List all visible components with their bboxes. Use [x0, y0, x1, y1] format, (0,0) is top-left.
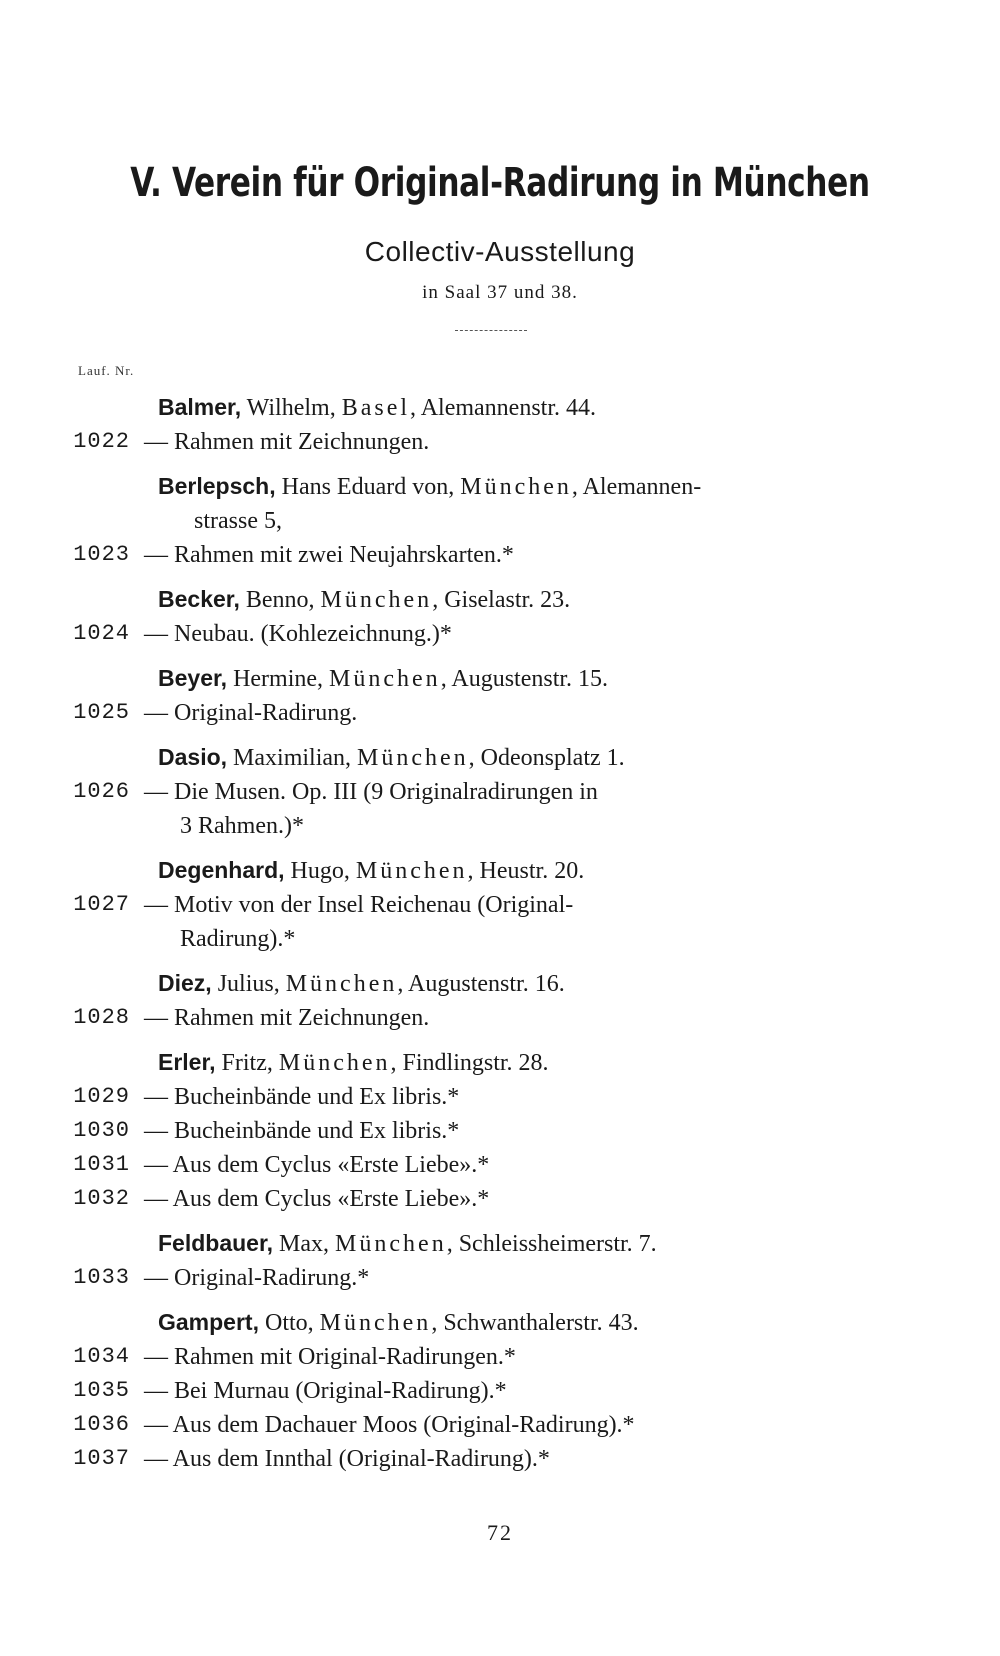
work-title: — Aus dem Dachauer Moos (Original-Radirung).* [144, 1412, 635, 1438]
work-description-block [144, 1261, 1000, 1295]
work-row [0, 1408, 1000, 1442]
catalog-number: 1022 [73, 429, 130, 454]
catalog-number: 1023 [73, 542, 130, 567]
artist-details: Hermine, [227, 666, 330, 692]
work-row [0, 1148, 1000, 1182]
work-title: — Rahmen mit zwei Neujahrskarten.* [144, 542, 514, 568]
work-title: — Aus dem Innthal (Original-Radirung).* [144, 1446, 550, 1472]
page-title: V. Verein für Original-Radirung in München [130, 160, 870, 206]
work-title: — Rahmen mit Zeichnungen. [144, 429, 430, 455]
page-subtitle: Collectiv-Ausstellung [364, 236, 636, 267]
artist-line [158, 469, 920, 538]
entry-gap [0, 956, 1000, 966]
artist-details: Maximilian, [227, 745, 358, 771]
work-description-block [144, 1001, 1000, 1035]
artist-address: , Augustenstr. 16. [397, 971, 565, 997]
catalog-number: 1035 [73, 1378, 130, 1403]
artist-city: München [357, 745, 469, 771]
artist-address: , Schleissheimerstr. 7. [446, 1231, 657, 1257]
page-number: 72 [487, 1520, 513, 1545]
work-description-block [144, 1148, 1000, 1182]
entry-gap [0, 1295, 1000, 1305]
work-description-block [144, 1080, 1000, 1114]
work-title: — Bucheinbände und Ex libris.* [144, 1118, 460, 1144]
entry-gap [0, 1216, 1000, 1226]
work-description-block [144, 425, 1000, 459]
work-title: — Bucheinbände und Ex libris.* [144, 1084, 460, 1110]
artist-details: Julius, [211, 971, 286, 997]
work-row [0, 617, 1000, 651]
artist-name: Berlepsch, [158, 473, 276, 499]
artist-line [158, 853, 920, 888]
artist-name: Feldbauer, [158, 1230, 274, 1256]
artist-details: Fritz, [215, 1050, 279, 1076]
work-row [0, 1442, 1000, 1476]
work-title: — Aus dem Cyclus «Erste Liebe».* [144, 1186, 490, 1212]
work-description-block [144, 1182, 1000, 1216]
artist-address: , Schwanthalerstr. 43. [431, 1310, 639, 1336]
artist-address: , Giselastr. 23. [432, 587, 571, 613]
artist-line [158, 1045, 920, 1080]
artist-line [158, 661, 920, 696]
artist-details: Benno, [239, 587, 321, 613]
artist-details: Max, [273, 1231, 336, 1257]
work-title: — Original-Radirung.* [144, 1265, 370, 1291]
catalog-entries [0, 390, 1000, 1476]
artist-address: , Odeonsplatz 1. [468, 745, 625, 771]
work-row [0, 1374, 1000, 1408]
work-description-block [144, 1442, 1000, 1476]
artist-line [158, 740, 920, 775]
catalog-number: 1025 [73, 700, 130, 725]
work-title: — Rahmen mit Original-Radirungen.* [144, 1344, 516, 1370]
work-title: — Aus dem Cyclus «Erste Liebe».* [144, 1152, 490, 1178]
work-row [0, 1261, 1000, 1295]
artist-line [158, 582, 920, 617]
work-title: — Neubau. (Kohlezeichnung.)* [144, 621, 452, 647]
artist-details: Hugo, [284, 858, 356, 884]
work-description-block [144, 538, 1000, 572]
work-title: — Bei Murnau (Original-Radirung).* [144, 1378, 507, 1404]
work-row [0, 538, 1000, 572]
work-row [0, 1080, 1000, 1114]
work-description-block [144, 775, 1000, 843]
work-title-continuation: Radirung).* [180, 926, 296, 952]
work-description-block [144, 1374, 1000, 1408]
work-row [0, 1340, 1000, 1374]
work-row [0, 425, 1000, 459]
work-row [0, 696, 1000, 730]
entry-gap [0, 1035, 1000, 1045]
catalog-number: 1032 [73, 1186, 130, 1211]
artist-city: München [329, 666, 441, 692]
catalog-number: 1034 [73, 1344, 130, 1369]
work-description-block [144, 1408, 1000, 1442]
work-description-block [144, 617, 1000, 651]
work-description-block [144, 1340, 1000, 1374]
entry-gap [0, 651, 1000, 661]
work-description-block [144, 1114, 1000, 1148]
artist-city: München [355, 858, 468, 884]
artist-address: , Findlingstr. 28. [390, 1050, 549, 1076]
entry-gap [0, 572, 1000, 582]
artist-details: Wilhelm, [241, 395, 342, 421]
catalog-number: 1029 [73, 1084, 130, 1109]
artist-city: München [335, 1231, 447, 1257]
artist-city: München [278, 1050, 391, 1076]
catalog-number: 1037 [73, 1446, 130, 1471]
catalog-number: 1033 [73, 1265, 130, 1290]
work-title: — Die Musen. Op. III (9 Originalradirungen in [144, 779, 598, 805]
entry-gap [0, 730, 1000, 740]
column-label: Lauf. Nr. [78, 363, 135, 378]
artist-address-continuation: strasse 5, [194, 508, 282, 534]
work-title: — Rahmen mit Zeichnungen. [144, 1005, 430, 1031]
artist-city: München [460, 474, 572, 500]
artist-details: Hans Eduard von, [275, 474, 461, 500]
work-title: — Motiv von der Insel Reichenau (Original- [144, 892, 574, 918]
artist-line [158, 966, 920, 1001]
catalog-number: 1024 [73, 621, 130, 646]
entry-gap [0, 459, 1000, 469]
work-row [0, 1001, 1000, 1035]
work-row [0, 888, 1000, 956]
artist-address: , Heustr. 20. [467, 858, 585, 884]
artist-address: , Alemannen- [571, 474, 702, 500]
catalog-number: 1028 [73, 1005, 130, 1030]
artist-city: München [319, 1310, 432, 1336]
entry-gap [0, 843, 1000, 853]
catalog-number: 1031 [73, 1152, 130, 1177]
catalog-number: 1036 [73, 1412, 130, 1437]
work-description-block [144, 696, 1000, 730]
work-title-continuation: 3 Rahmen.)* [180, 813, 304, 839]
work-title: — Original-Radirung. [144, 700, 358, 726]
exhibition-location: in Saal 37 und 38. [422, 282, 578, 303]
artist-city: München [285, 971, 398, 997]
section-divider [455, 330, 527, 331]
catalog-number: 1030 [73, 1118, 130, 1143]
artist-name: Diez, [158, 970, 212, 996]
work-row [0, 775, 1000, 843]
artist-address: , Augustenstr. 15. [440, 666, 609, 692]
artist-name: Gampert, [158, 1309, 259, 1335]
artist-line [158, 390, 920, 425]
work-row [0, 1182, 1000, 1216]
catalog-number: 1026 [73, 779, 130, 804]
artist-name: Balmer, [158, 394, 242, 420]
artist-name: Degenhard, [158, 857, 285, 883]
work-row [0, 1114, 1000, 1148]
artist-line [158, 1226, 920, 1261]
artist-name: Beyer, [158, 665, 228, 691]
artist-name: Becker, [158, 586, 240, 612]
catalog-number: 1027 [73, 892, 130, 917]
artist-address: , Alemannenstr. 44. [410, 395, 597, 421]
artist-city: München [320, 587, 433, 613]
artist-line [158, 1305, 920, 1340]
artist-details: Otto, [258, 1310, 320, 1336]
artist-name: Dasio, [158, 744, 228, 770]
artist-name: Erler, [158, 1049, 216, 1075]
artist-city: Basel [341, 395, 411, 421]
work-description-block [144, 888, 1000, 956]
